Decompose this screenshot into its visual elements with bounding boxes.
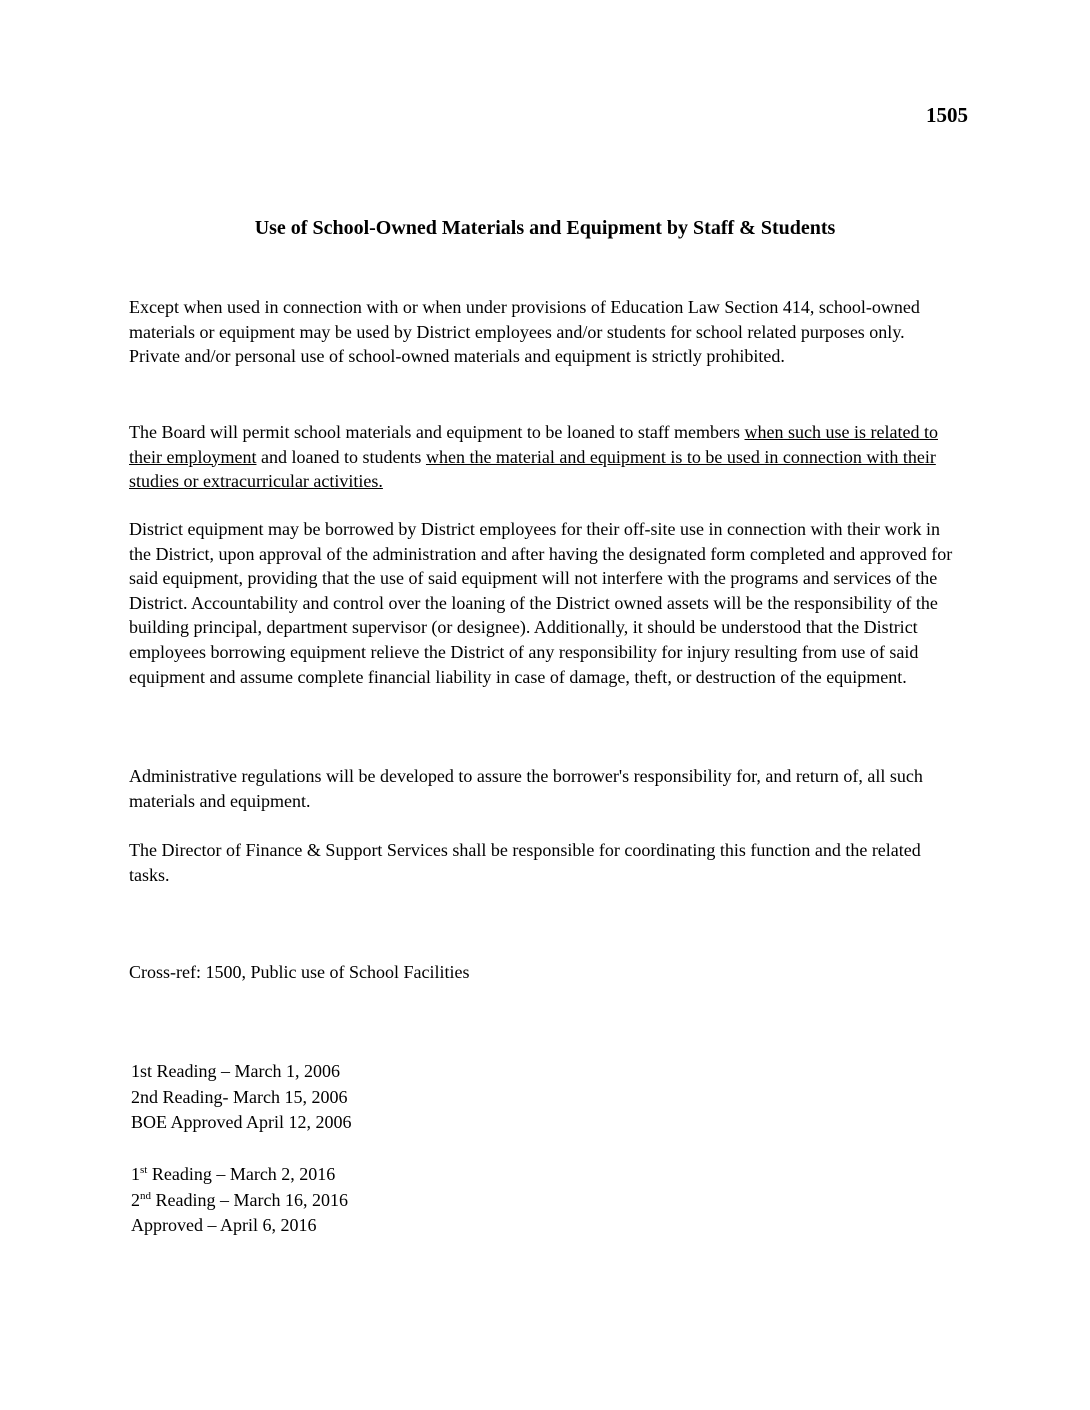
- paragraph-regulations: Administrative regulations will be developed to assure the borrower's responsibility for, and return of, all such materials and equipment.: [129, 766, 923, 811]
- history-2016: [131, 1162, 348, 1239]
- history-2016-first-suffix: st: [140, 1164, 148, 1176]
- history-2016-first-number: 1: [131, 1164, 140, 1184]
- history-2006-first-reading: 1st Reading – March 1, 2006: [131, 1061, 340, 1081]
- history-2016-second-text: Reading – March 16, 2016: [151, 1189, 348, 1210]
- history-2016-first-text: Reading – March 2, 2016: [147, 1164, 336, 1184]
- paragraph-loan-underline-1: when such use is related to their employment: [129, 422, 938, 467]
- paragraph-intro: Except when used in connection with or when under provisions of Education Law Section 414, school-owned materials or equipment may be used by District employees and/or students for school related purposes only. Private and/or personal use of school-owned materials and equipment is strictly prohibited.: [129, 297, 920, 367]
- paragraph-loan-text-1: The Board will permit school materials and equipment to be loaned to staff members: [129, 422, 745, 442]
- paragraph-loan-underline-2: when the material and equipment is to be used in connection with their studies or extracurricular activities.: [129, 446, 936, 492]
- history-2016-first-reading: [131, 1162, 348, 1188]
- history-2006: [131, 1059, 352, 1136]
- paragraph-loan-text-2: and loaned to students: [256, 446, 426, 467]
- history-2016-approved: Approved – April 6, 2016: [131, 1215, 317, 1235]
- paragraph-borrowing: District equipment may be borrowed by District employees for their off-site use in connection with their work in the District, upon approval of the administration and after having the designated form completed and approved for said equipment, providing that the use of said equipment will not interfere with the programs and services of the District. Accountability and control over the loaning of the District owned assets will be the responsibility of the building principal, department supervisor (or designee). Additionally, it should be understood that the District employees borrowing equipment relieve the District of any responsibility for injury resulting from use of said equipment and assume complete financial liability in case of damage, theft, or destruction of the equipment.: [129, 519, 953, 687]
- policy-title: Use of School-Owned Materials and Equipment by Staff & Students: [254, 217, 836, 239]
- history-2006-approved: BOE Approved April 12, 2006: [131, 1112, 352, 1132]
- history-2016-second-suffix: nd: [140, 1189, 151, 1202]
- history-2016-second-reading: [131, 1188, 348, 1214]
- policy-number: 1505: [926, 103, 968, 127]
- paragraph-director: The Director of Finance & Support Services shall be responsible for coordinating this function and the related tasks.: [129, 840, 921, 885]
- paragraph-loan-permission: [129, 420, 954, 494]
- history-2006-second-reading: 2nd Reading- March 15, 2006: [131, 1086, 348, 1107]
- cross-reference: Cross-ref: 1500, Public use of School Facilities: [129, 962, 470, 982]
- history-2016-second-number: 2: [131, 1189, 140, 1210]
